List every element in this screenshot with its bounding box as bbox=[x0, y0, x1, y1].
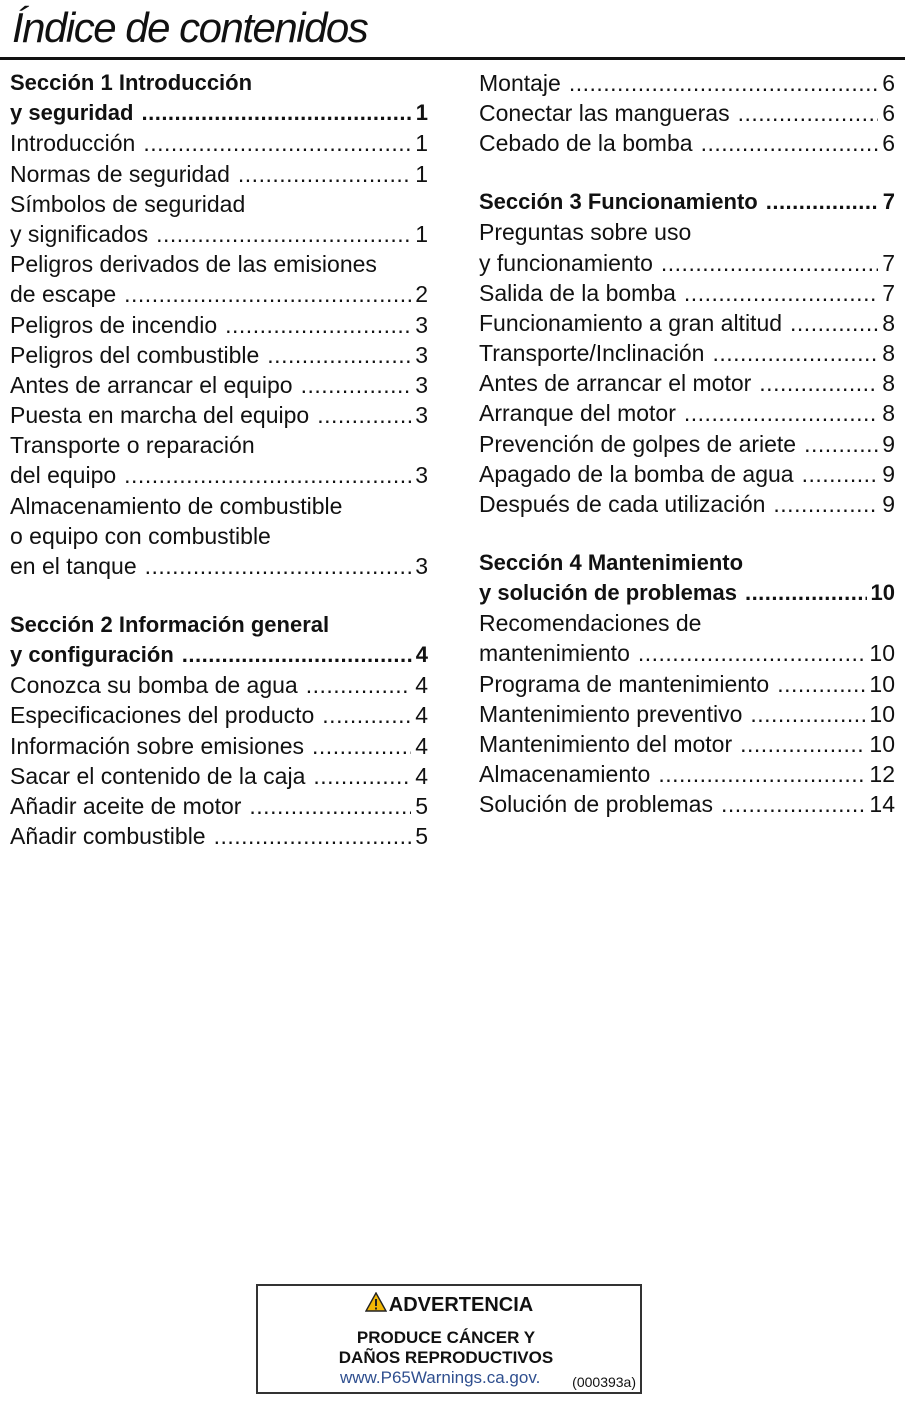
toc-page-number: 10 bbox=[869, 670, 895, 697]
toc-entry[interactable] bbox=[10, 551, 428, 581]
dot-leader bbox=[638, 638, 866, 668]
toc-entry[interactable] bbox=[479, 638, 895, 668]
toc-page-number: 7 bbox=[882, 279, 895, 306]
toc-entry[interactable] bbox=[10, 310, 428, 340]
toc-entry-title: Símbolos de seguridad bbox=[10, 190, 246, 217]
prop65-warning-box bbox=[256, 1284, 642, 1394]
toc-entry[interactable] bbox=[10, 128, 428, 158]
toc-entry-title: Especificaciones del producto bbox=[10, 702, 315, 729]
toc-entry[interactable] bbox=[479, 368, 895, 398]
dot-leader bbox=[141, 98, 411, 128]
warning-url-link[interactable]: www.P65Warnings.ca.gov. bbox=[340, 1368, 541, 1387]
toc-entry-title: y seguridad bbox=[10, 100, 134, 126]
toc-entry bbox=[10, 189, 428, 219]
toc-entry bbox=[10, 430, 428, 460]
toc-page-number: 3 bbox=[415, 402, 428, 429]
toc-right-column bbox=[479, 68, 895, 820]
toc-entry[interactable] bbox=[10, 279, 428, 309]
toc-entry-title: Programa de mantenimiento bbox=[479, 670, 770, 697]
toc-entry-title: Sección 2 Información general bbox=[10, 611, 330, 637]
warning-code: (000393a) bbox=[572, 1374, 636, 1390]
toc-entry[interactable] bbox=[479, 308, 895, 338]
dot-leader bbox=[238, 159, 411, 189]
dot-leader bbox=[306, 670, 412, 700]
dot-leader bbox=[249, 791, 411, 821]
toc-entry-title: en el tanque bbox=[10, 553, 137, 579]
toc-entry-title: Antes de arrancar el motor bbox=[479, 370, 752, 397]
dot-leader bbox=[684, 398, 878, 428]
toc-entry-title: Prevención de golpes de ariete bbox=[479, 430, 797, 457]
toc-page-number: 1 bbox=[415, 160, 428, 187]
warning-heading bbox=[258, 1292, 640, 1318]
toc-page-number: 14 bbox=[869, 791, 895, 818]
dot-leader bbox=[143, 128, 411, 158]
toc-entry-title: Añadir combustible bbox=[10, 823, 206, 850]
toc-page-number: 10 bbox=[869, 730, 895, 757]
toc-page-number: 4 bbox=[415, 702, 428, 729]
toc-entry-title: y configuración bbox=[10, 641, 174, 667]
toc-entry-title: Añadir aceite de motor bbox=[10, 792, 242, 819]
dot-leader bbox=[712, 338, 878, 368]
toc-page-number: 7 bbox=[882, 189, 895, 215]
toc-entry-title: Mantenimiento preventivo bbox=[479, 700, 743, 727]
toc-page-number: 6 bbox=[882, 70, 895, 96]
toc-entry-title: o equipo con combustible bbox=[10, 522, 271, 549]
dot-leader bbox=[684, 278, 878, 308]
dot-leader bbox=[766, 187, 879, 217]
dot-leader bbox=[225, 310, 411, 340]
toc-entry-title: Preguntas sobre uso bbox=[479, 219, 692, 246]
dot-leader bbox=[759, 368, 878, 398]
toc-page-number: 4 bbox=[415, 672, 428, 699]
toc-entry[interactable] bbox=[479, 248, 895, 278]
toc-entry-title: Conozca su bomba de agua bbox=[10, 672, 298, 699]
toc-entry-title: Normas de seguridad bbox=[10, 160, 230, 187]
toc-entry-title: Sección 3 Funcionamiento bbox=[479, 189, 758, 215]
toc-page-number: 3 bbox=[415, 553, 428, 579]
toc-entry bbox=[10, 521, 428, 551]
toc-entry[interactable] bbox=[10, 370, 428, 400]
dot-leader bbox=[701, 128, 879, 158]
toc-entry-title: Sección 1 Introducción bbox=[10, 70, 253, 95]
toc-page-number: 5 bbox=[415, 792, 428, 819]
dot-leader bbox=[804, 429, 878, 459]
toc-entry[interactable] bbox=[10, 731, 428, 761]
toc-entry[interactable] bbox=[479, 459, 895, 489]
dot-leader bbox=[777, 669, 865, 699]
toc-entry[interactable] bbox=[479, 338, 895, 368]
toc-entry-title: Arranque del motor bbox=[479, 400, 676, 427]
toc-page-number: 6 bbox=[882, 130, 895, 157]
toc-page-number: 2 bbox=[415, 281, 428, 308]
toc-entry bbox=[479, 608, 895, 638]
toc-page-number: 8 bbox=[882, 309, 895, 336]
toc-entry[interactable] bbox=[479, 278, 895, 308]
dot-leader bbox=[750, 699, 865, 729]
toc-page-number: 1 bbox=[415, 220, 428, 247]
toc-entry[interactable] bbox=[479, 759, 895, 789]
toc-entry[interactable] bbox=[479, 98, 895, 128]
dot-leader bbox=[182, 640, 412, 670]
dot-leader bbox=[721, 789, 865, 819]
toc-page-number: 8 bbox=[882, 400, 895, 427]
toc-page-number: 4 bbox=[415, 732, 428, 759]
toc-entry[interactable] bbox=[479, 68, 895, 98]
toc-entry-title: Funcionamiento a gran altitud bbox=[479, 309, 783, 336]
dot-leader bbox=[214, 821, 412, 851]
toc-section-heading[interactable] bbox=[479, 187, 895, 217]
toc-entry[interactable] bbox=[10, 670, 428, 700]
toc-entry[interactable] bbox=[10, 821, 428, 851]
toc-page-number: 9 bbox=[882, 491, 895, 518]
section-spacer bbox=[479, 159, 895, 188]
dot-leader bbox=[658, 759, 865, 789]
toc-entry-title: Antes de arrancar el equipo bbox=[10, 371, 293, 398]
toc-entry[interactable] bbox=[10, 761, 428, 791]
toc-entry-title: Puesta en marcha del equipo bbox=[10, 402, 310, 429]
title-divider bbox=[0, 57, 905, 60]
toc-entry[interactable] bbox=[10, 400, 428, 430]
toc-entry-title: Mantenimiento del motor bbox=[479, 730, 733, 757]
toc-page-number: 10 bbox=[869, 700, 895, 727]
dot-leader bbox=[773, 489, 878, 519]
toc-section-heading[interactable] bbox=[10, 640, 428, 670]
toc-entry-title: Cebado de la bomba bbox=[479, 130, 693, 157]
toc-page-number: 7 bbox=[882, 249, 895, 276]
toc-page-number: 3 bbox=[415, 462, 428, 489]
dot-leader bbox=[802, 459, 879, 489]
dot-leader bbox=[312, 731, 411, 761]
toc-section-heading[interactable] bbox=[10, 98, 428, 128]
toc-section-heading bbox=[479, 548, 895, 578]
toc-entry-title: Solución de problemas bbox=[479, 791, 713, 818]
toc-entry-title: Conectar las mangueras bbox=[479, 100, 730, 127]
toc-entry[interactable] bbox=[10, 460, 428, 490]
toc-entry-title: Introducción bbox=[10, 130, 136, 157]
dot-leader bbox=[790, 308, 878, 338]
dot-leader bbox=[322, 700, 411, 730]
dot-leader bbox=[156, 219, 411, 249]
toc-entry[interactable] bbox=[10, 791, 428, 821]
toc-page-number: 9 bbox=[882, 460, 895, 487]
toc-entry-title: y significados bbox=[10, 220, 149, 247]
dot-leader bbox=[301, 370, 412, 400]
toc-entry-title: Información sobre emisiones bbox=[10, 732, 305, 759]
page-title: Índice de contenidos bbox=[12, 4, 368, 51]
toc-page-number: 6 bbox=[882, 100, 895, 127]
toc-section-heading[interactable] bbox=[479, 578, 895, 608]
warning-heading-text: ADVERTENCIA bbox=[388, 1293, 534, 1316]
dot-leader bbox=[124, 279, 411, 309]
toc-entry-title: Almacenamiento de combustible bbox=[10, 492, 343, 519]
toc-entry-title: Transporte/Inclinación bbox=[479, 340, 705, 367]
toc-entry-title: del equipo bbox=[10, 462, 117, 489]
dot-leader bbox=[267, 340, 411, 370]
toc-entry bbox=[10, 249, 428, 279]
toc-entry-title: Sacar el contenido de la caja bbox=[10, 762, 306, 789]
toc-entry-title: Transporte o reparación bbox=[10, 432, 255, 459]
toc-page-number: 10 bbox=[869, 640, 895, 667]
toc-entry[interactable] bbox=[10, 219, 428, 249]
toc-entry[interactable] bbox=[479, 729, 895, 759]
dot-leader bbox=[661, 248, 878, 278]
toc-page-number: 12 bbox=[869, 761, 895, 788]
dot-leader bbox=[740, 729, 865, 759]
toc-page-number: 1 bbox=[415, 130, 428, 157]
toc-entry-title: mantenimiento bbox=[479, 640, 630, 667]
toc-page-number: 3 bbox=[415, 371, 428, 398]
toc-section-heading bbox=[10, 610, 428, 640]
section-spacer bbox=[10, 581, 428, 610]
toc-entry[interactable] bbox=[479, 789, 895, 819]
toc-page-number: 4 bbox=[415, 641, 428, 667]
toc-entry-title: y funcionamiento bbox=[479, 249, 653, 276]
toc-entry-title: Almacenamiento bbox=[479, 761, 651, 788]
dot-leader bbox=[317, 400, 411, 430]
toc-page-number: 8 bbox=[882, 370, 895, 397]
toc-page-number: 5 bbox=[415, 823, 428, 850]
warning-line-2: DAÑOS REPRODUCTIVOS bbox=[338, 1348, 554, 1367]
toc-entry-title: Salida de la bomba bbox=[479, 279, 676, 306]
toc-entry[interactable] bbox=[479, 128, 895, 158]
dot-leader bbox=[569, 68, 878, 98]
toc-left-column bbox=[10, 68, 428, 851]
warning-triangle-icon bbox=[365, 1292, 387, 1318]
section-spacer bbox=[479, 519, 895, 548]
warning-line-1: PRODUCE CÁNCER Y bbox=[356, 1328, 536, 1347]
toc-entry[interactable] bbox=[479, 429, 895, 459]
toc-page-number: 10 bbox=[870, 580, 895, 605]
toc-entry[interactable] bbox=[10, 159, 428, 189]
toc-entry-title: Apagado de la bomba de agua bbox=[479, 460, 794, 487]
toc-entry bbox=[10, 491, 428, 521]
dot-leader bbox=[313, 761, 411, 791]
toc-page-number: 9 bbox=[882, 430, 895, 457]
dot-leader bbox=[145, 551, 412, 581]
toc-entry-title: Sección 4 Mantenimiento bbox=[479, 549, 744, 575]
toc-entry[interactable] bbox=[10, 340, 428, 370]
toc-entry-title: Peligros del combustible bbox=[10, 341, 260, 368]
toc-entry[interactable] bbox=[479, 699, 895, 729]
toc-page-number: 3 bbox=[415, 341, 428, 368]
toc-entry-title: Montaje bbox=[479, 70, 561, 96]
toc-entry bbox=[479, 217, 895, 247]
dot-leader bbox=[745, 578, 867, 608]
toc-page-number: 4 bbox=[415, 762, 428, 789]
toc-entry[interactable] bbox=[10, 700, 428, 730]
toc-entry-title: Después de cada utilización bbox=[479, 491, 766, 518]
toc-entry[interactable] bbox=[479, 398, 895, 428]
toc-page-number: 8 bbox=[882, 340, 895, 367]
dot-leader bbox=[738, 98, 879, 128]
toc-page-number: 1 bbox=[415, 100, 428, 126]
toc-section-heading bbox=[10, 68, 428, 98]
dot-leader bbox=[124, 460, 411, 490]
toc-entry-title: Peligros de incendio bbox=[10, 311, 218, 338]
toc-page-number: 3 bbox=[415, 311, 428, 338]
toc-entry-title: Recomendaciones de bbox=[479, 610, 702, 637]
toc-entry-title: de escape bbox=[10, 281, 117, 308]
toc-entry[interactable] bbox=[479, 489, 895, 519]
toc-entry[interactable] bbox=[479, 669, 895, 699]
toc-entry-title: y solución de problemas bbox=[479, 580, 737, 605]
toc-entry-title: Peligros derivados de las emisiones bbox=[10, 251, 377, 278]
